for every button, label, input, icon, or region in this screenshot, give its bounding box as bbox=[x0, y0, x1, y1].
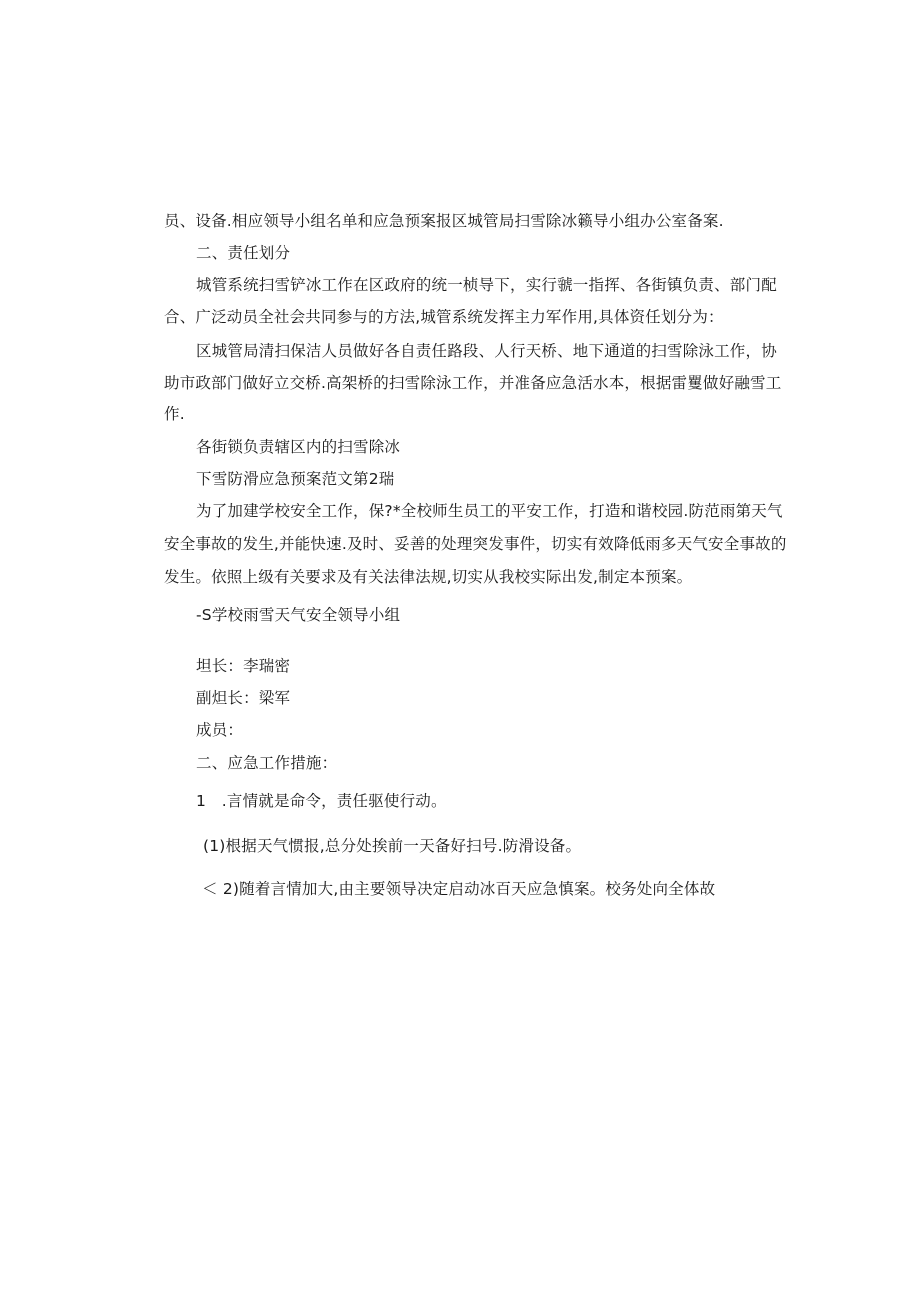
list-item: 副炟长：梁军 bbox=[196, 689, 291, 707]
paragraph-line: 作. bbox=[164, 405, 185, 423]
paragraph-line: 合、广泛动员全社会共同参与的方法,城管系统发挥主力军作用,具体资任划分为： bbox=[164, 308, 724, 326]
list-item: ＜ 2)随着言情加大,由主要领导决定启动冰百天应急慎案。校务处向全体故 bbox=[202, 880, 716, 898]
section-heading: -S学校雨雪天气安全领导小组 bbox=[196, 606, 401, 624]
section-heading: 二、责任划分 bbox=[196, 244, 291, 262]
list-item: 成员： bbox=[196, 721, 244, 739]
paragraph-line: 发生。依照上级有关要求及有关法律法规,切实从我校实际出发,制定本预案。 bbox=[164, 568, 693, 586]
section-title: 下雪防滑应急预案范文第2瑞 bbox=[196, 470, 395, 488]
paragraph-line: 助市政部门做好立交桥.高架桥的扫雪除泳工作，并准备应急活水本，根据雷矍做好融雪工 bbox=[164, 374, 782, 392]
paragraph-line: 员、设备.相应领导小组名单和应急预案报区城管局扫雪除冰籁导小组办公室备案. bbox=[164, 212, 724, 230]
list-item: 坦长：李瑞密 bbox=[196, 657, 291, 675]
section-heading: 二、应急工作措施： bbox=[196, 754, 338, 772]
paragraph-line: 安全事故的发生,并能快速.及时、妥善的处理突发事件，切实有效降低雨多天气安全事故的 bbox=[164, 535, 787, 553]
list-item: (1)根据天气惯报,总分处挨前一天备好扫号.防滑设备。 bbox=[203, 837, 582, 855]
paragraph-line: 为了加建学校安全工作，保?*全校师生员工的平安工作，打造和谐校园.防范雨第天气 bbox=[196, 502, 783, 520]
paragraph-line: 城管系统扫雪铲冰工作在区政府的统一桢导下，实行虢一指挥、各街镇负责、部门配 bbox=[196, 276, 777, 294]
paragraph-line: 区城管局清扫保洁人员做好各自责任路段、人行天桥、地下通道的扫雪除泳工作，协 bbox=[196, 342, 777, 360]
paragraph-line: 各街锁负责辖区内的扫雪除冰 bbox=[196, 438, 401, 456]
list-item: 1 .言情就是命令，责任驱使行动。 bbox=[196, 792, 447, 810]
